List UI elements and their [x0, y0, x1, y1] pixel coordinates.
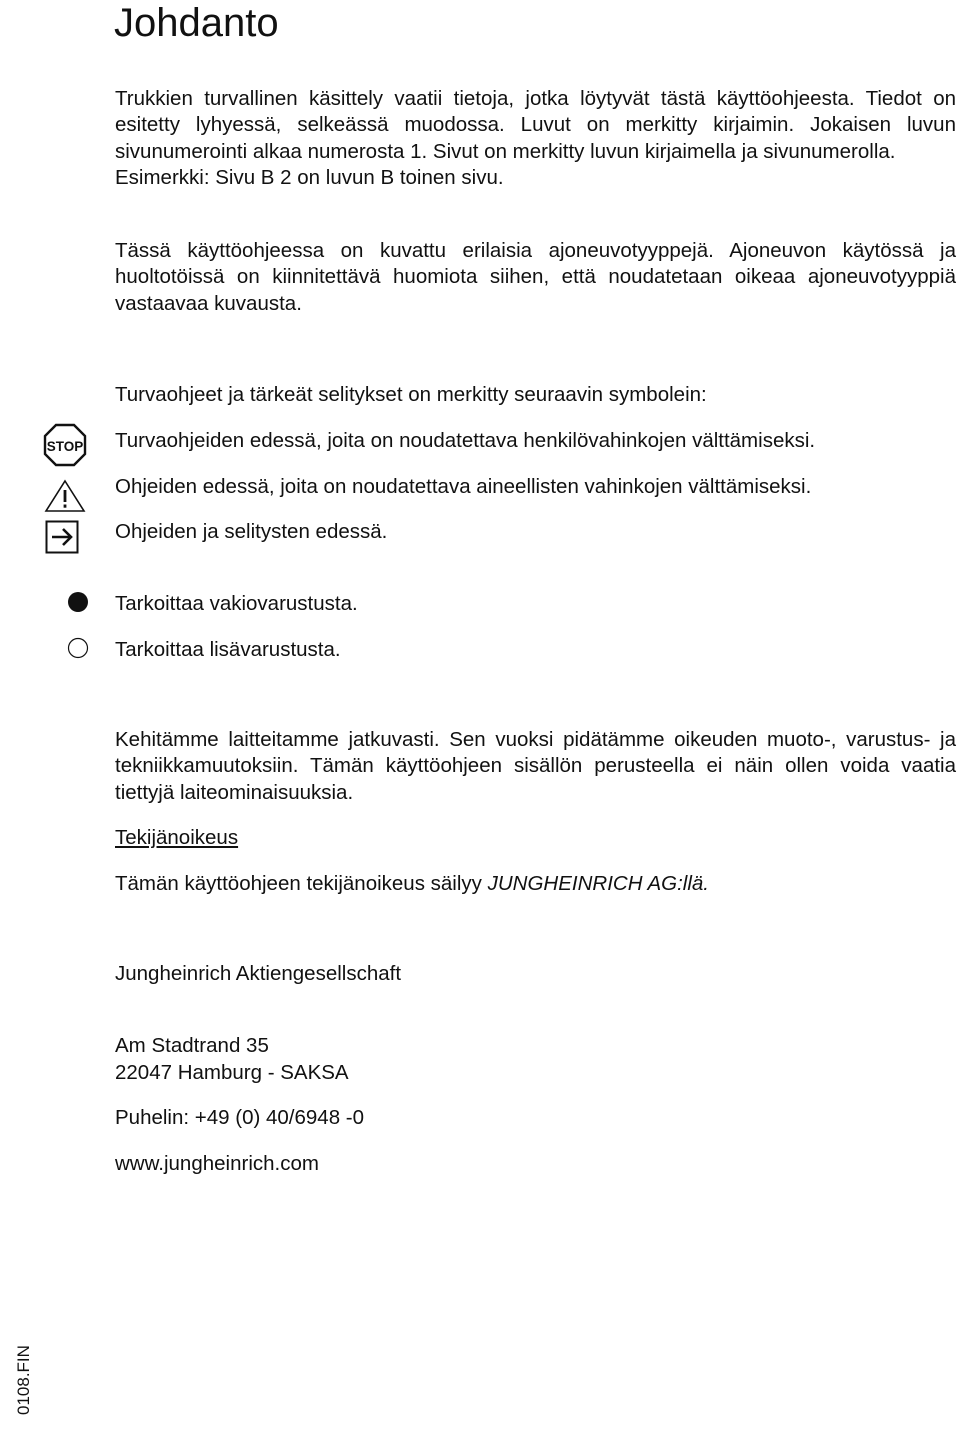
copyright-text — [115, 871, 709, 897]
intro-section — [115, 86, 956, 192]
copyright-heading: Tekijänoikeus — [115, 826, 239, 849]
website-link[interactable]: www.jungheinrich.com — [115, 1152, 319, 1175]
empty-circle-icon — [67, 637, 89, 659]
company-name: Jungheinrich Aktiengesellschaft — [115, 962, 402, 985]
address-city: 22047 Hamburg - SAKSA — [115, 1061, 349, 1084]
filled-circle-icon — [67, 591, 89, 613]
stop-symbol-text: Turvaohjeiden edessä, joita on noudatettava henkilövahinkojen välttämiseksi. — [115, 429, 816, 452]
note-symbol-text: Ohjeiden ja selitysten edessä. — [115, 520, 388, 543]
warning-triangle-icon — [44, 479, 86, 513]
development-paragraph: Kehitämme laitteitamme jatkuvasti. Sen vuoksi pidätämme oikeuden muoto-, varustus- ja tekniikkamuutoksiin. Tämän käyttöohjeen sisällön perusteella ei näin ollen voida vaatia tiettyjä laiteominaisuuksia. — [115, 728, 956, 804]
vehicle-types-paragraph: Tässä käyttöohjeessa on kuvattu erilaisia ajoneuvotyyppejä. Ajoneuvon käytössä ja huoltotöissä on kiinnitettävä huomiota siihen, että noudatetaan oikeaa ajoneuvotyyppiä vastaavaa kuvausta. — [115, 239, 956, 315]
standard-equipment-text: Tarkoittaa vakiovarustusta. — [115, 592, 358, 615]
optional-equipment-text: Tarkoittaa lisävarustusta. — [115, 638, 341, 661]
copyright-company: JUNGHEINRICH AG:llä. — [487, 872, 709, 895]
development-section — [115, 727, 956, 806]
stop-sign-icon — [43, 423, 87, 467]
stop-sign-label: STOP — [46, 439, 84, 454]
address-street: Am Stadtrand 35 — [115, 1034, 269, 1057]
intro-paragraph: Trukkien turvallinen käsittely vaatii tietoja, jotka löytyvät tästä käyttöohjeesta. Tiedot on esitetty lyhyessä, selkeässä muodossa. Luvut on merkitty kirjaimin. Jokaisen luvun sivunumerointi alkaa numerosta 1. Sivut on merkitty luvun kirjaimella ja sivunumerolla. — [115, 87, 956, 163]
phone-number: Puhelin: +49 (0) 40/6948 -0 — [115, 1106, 365, 1129]
page-title: Johdanto — [114, 1, 279, 45]
vehicle-types-section — [115, 238, 956, 317]
document-code: 0108.FIN — [14, 1345, 33, 1415]
arrow-box-icon — [45, 520, 79, 554]
warning-symbol-text: Ohjeiden edessä, joita on noudatettava aineellisten vahinkojen välttämiseksi. — [115, 475, 812, 498]
copyright-text-prefix: Tämän käyttöohjeen tekijänoikeus säilyy — [115, 872, 488, 895]
symbols-heading: Turvaohjeet ja tärkeät selitykset on merkitty seuraavin symbolein: — [115, 383, 707, 406]
intro-example: Esimerkki: Sivu B 2 on luvun B toinen sivu. — [115, 166, 504, 190]
